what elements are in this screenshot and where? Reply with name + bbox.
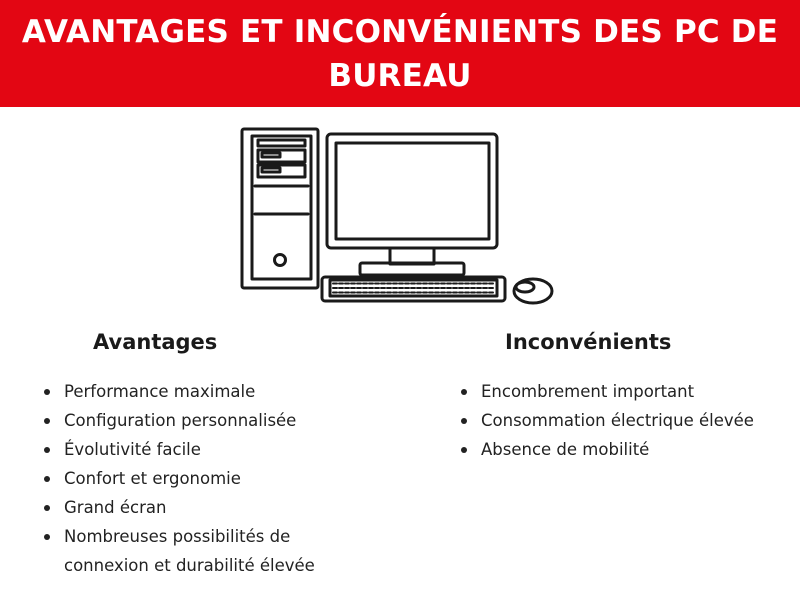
list-item: Confort et ergonomie	[42, 464, 372, 493]
title-banner	[0, 0, 800, 107]
list-item: Absence de mobilité	[459, 435, 759, 464]
disadvantages-list	[459, 377, 759, 464]
list-item: Consommation électrique élevée	[459, 406, 759, 435]
advantages-list	[42, 377, 372, 580]
advantages-heading: Avantages	[93, 330, 218, 354]
list-item: Configuration personnalisée	[42, 406, 372, 435]
list-item: Évolutivité facile	[42, 435, 372, 464]
tower-case-icon	[242, 129, 318, 288]
monitor-icon	[327, 134, 497, 275]
keyboard-icon	[322, 277, 505, 301]
list-item: Nombreuses possibilités de connexion et durabilité élevée	[42, 522, 372, 580]
list-item: Grand écran	[42, 493, 372, 522]
page-title: AVANTAGES ET INCONVÉNIENTS DES PC DE BUREAU	[21, 13, 779, 94]
list-item: Performance maximale	[42, 377, 372, 406]
desktop-computer-icon	[236, 124, 560, 308]
list-item: Encombrement important	[459, 377, 759, 406]
disadvantages-heading: Inconvénients	[505, 330, 672, 354]
mouse-icon	[514, 279, 552, 303]
